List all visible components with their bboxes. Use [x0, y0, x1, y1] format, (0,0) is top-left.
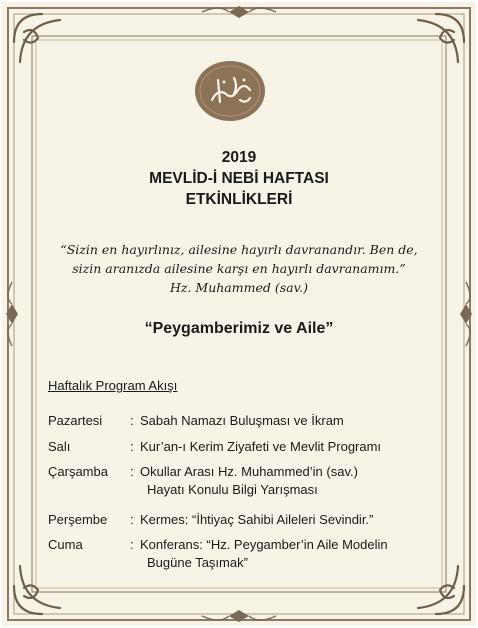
program-day: Salı [48, 439, 71, 454]
program-day: Pazartesi [48, 413, 103, 428]
program-description-line: Hayatı Konulu Bilgi Yarışması [147, 482, 318, 497]
title-line-1: MEVLİD-İ NEBİ HAFTASI [149, 170, 329, 187]
program-description-line: Okullar Arası Hz. Muhammed’in (sav.) [140, 464, 358, 479]
program-description-line: Bugüne Taşımak” [147, 555, 248, 570]
program-description [140, 511, 460, 529]
year: 2019 [221, 149, 257, 166]
program-day: Perşembe [48, 512, 108, 527]
program-day: Çarşamba [48, 464, 108, 479]
muhammad-calligraphy-icon [194, 60, 266, 122]
program-description-line: Kur’an-ı Kerim Ziyafeti ve Mevlit Programı [140, 439, 382, 454]
program-day: Cuma [48, 537, 83, 552]
program-description [140, 438, 460, 456]
program-colon: : [130, 439, 134, 454]
program-description-line: Konferans: “Hz. Peygamber’in Aile Modelin [140, 537, 388, 552]
program-description [140, 463, 460, 499]
program-colon: : [130, 512, 134, 527]
hadith-source: Hz. Muhammed (sav.) [169, 280, 309, 295]
program-description [140, 536, 460, 572]
hadith-quote-line-1: “Sizin en hayırlınız, ailesine hayırlı davranandır. Ben de, [60, 242, 418, 257]
theme-title: “Peygamberimiz ve Aile” [144, 320, 334, 337]
title-line-2: ETKİNLİKLERİ [185, 191, 293, 208]
program-description-line: Kermes: “İhtiyaç Sahibi Aileleri Sevindir.” [140, 512, 374, 527]
program-colon: : [130, 413, 134, 428]
program-description-line: Sabah Namazı Buluşması ve İkram [140, 413, 344, 428]
program-colon: : [130, 464, 134, 479]
program-colon: : [130, 537, 134, 552]
program-title: Haftalık Program Akışı [48, 378, 178, 393]
hadith-quote-line-2: sizin aranızda ailesine karşı en hayırlı davranamım.” [72, 261, 406, 276]
program-description [140, 412, 460, 430]
